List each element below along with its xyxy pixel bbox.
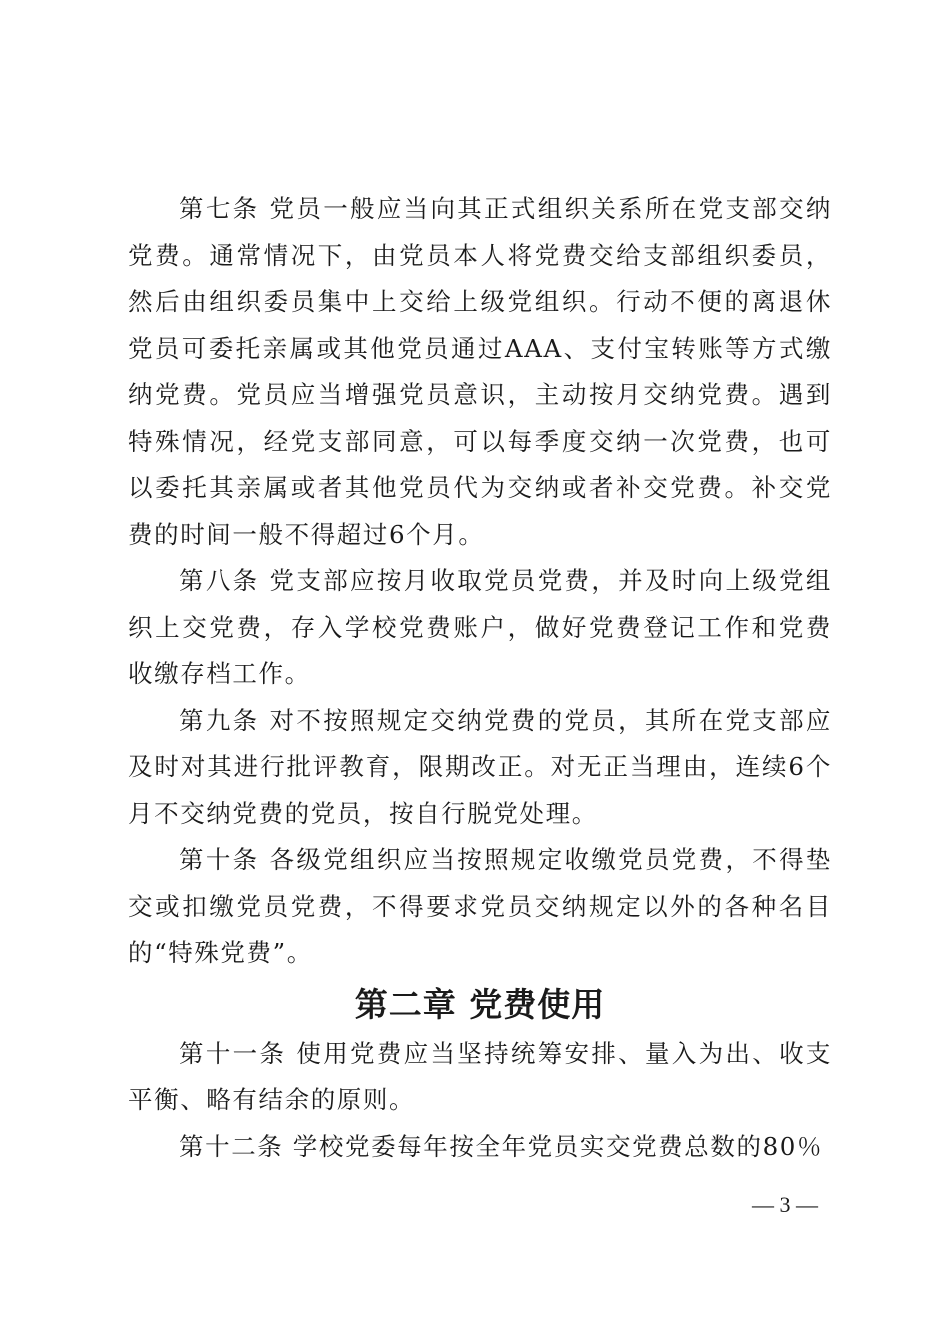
chapter-heading: 第二章 党费使用	[354, 984, 606, 1024]
page-number: — 3 —	[752, 1192, 818, 1217]
document-body	[128, 186, 832, 1170]
article-8-paragraph: 第八条 党支部应按月收取党员党费，并及时向上级党组织上交党费，存入学校党费账户，做好党费登记工作和党费收缴存档工作。	[128, 566, 832, 688]
article-11-paragraph: 第十一条 使用党费应当坚持统筹安排、量入为出、收支平衡、略有结余的原则。	[128, 1038, 832, 1114]
article-7-paragraph: 第七条 党员一般应当向其正式组织关系所在党支部交纳党费。通常情况下，由党员本人将党费交给支部组织委员，然后由组织委员集中上交给上级党组织。行动不便的离退休党员可委托亲属或其他党员通过AAA、支付宝转账等方式缴纳党费。党员应当增强党员意识，主动按月交纳党费。遇到特殊情况，经党支部同意，可以每季度交纳一次党费，也可以委托其亲属或者其他党员代为交纳或者补交党费。补交党费的时间一般不得超过6个月。	[128, 194, 832, 549]
article-9-paragraph: 第九条 对不按照规定交纳党费的党员，其所在党支部应及时对其进行批评教育，限期改正。对无正当理由，连续6个月不交纳党费的党员，按自行脱党处理。	[128, 705, 832, 828]
article-10-paragraph: 第十条 各级党组织应当按照规定收缴党员党费，不得垫交或扣缴党员党费，不得要求党员交纳规定以外的各种名目的“特殊党费”。	[128, 845, 832, 967]
article-12-paragraph: 第十二条 学校党委每年按全年党员实交党费总数的80％	[179, 1131, 824, 1161]
